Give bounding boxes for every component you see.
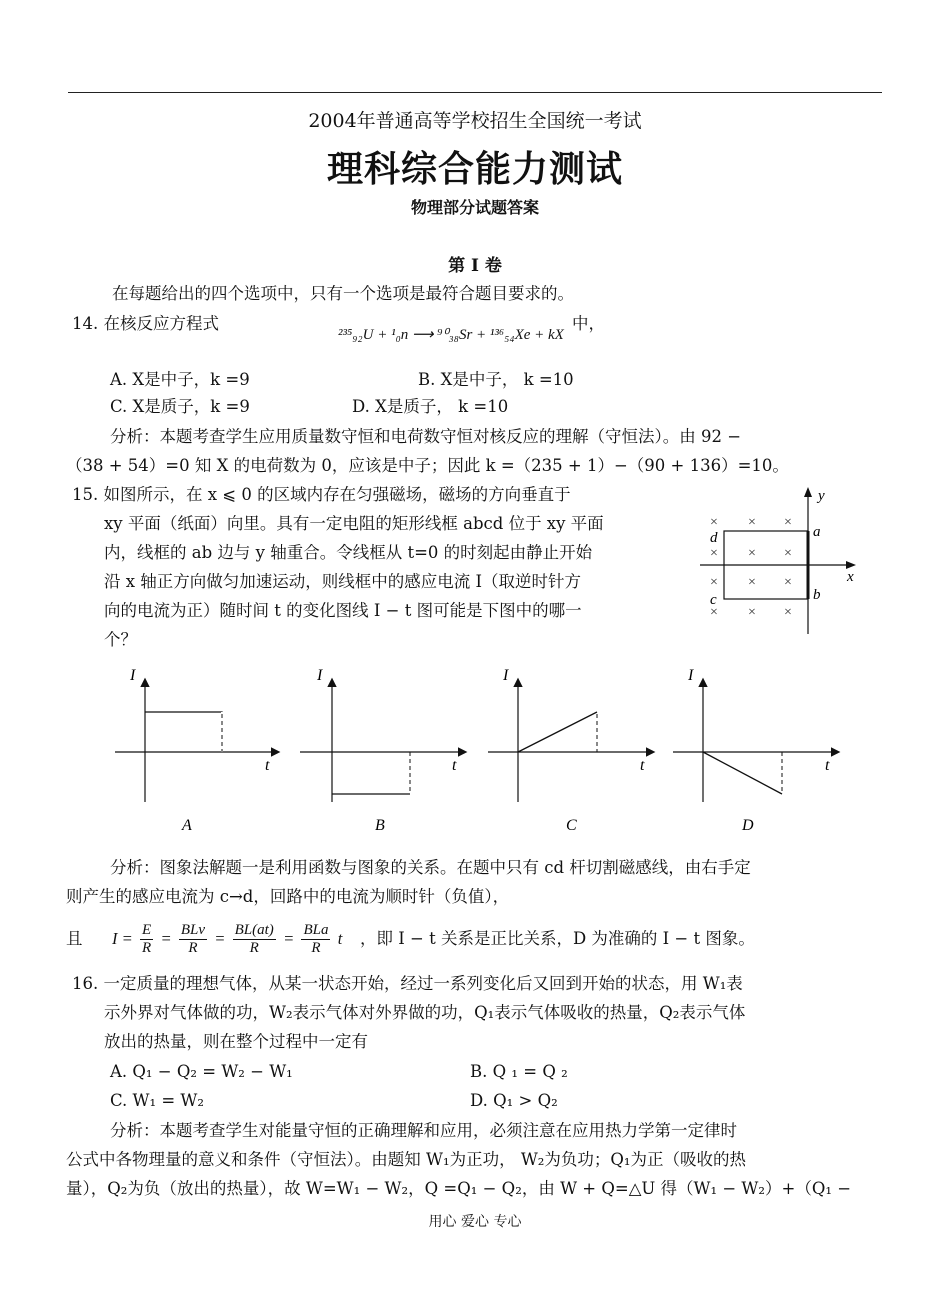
q15-line3: 内，线框的 ab 边与 y 轴重合。令线框从 t=0 的时刻起由静止开始: [104, 543, 593, 562]
page-footer: 用心 爱心 专心: [428, 1214, 522, 1230]
formula-frac-blv-r: $\frac{\text{BLv}}{R}$: [180, 922, 205, 956]
graph-d-i-label: I: [688, 667, 694, 684]
corner-a-label: a: [813, 524, 821, 540]
field-cross: ×: [784, 546, 792, 561]
graph-c-i-label: I: [503, 667, 509, 684]
graph-b-i-label: I: [317, 667, 323, 684]
graph-a-label: A: [182, 817, 192, 834]
q16-analysis-line3: 量），Q₂为负（放出的热量），故 W=W₁ − W₂，Q =Q₁ − Q₂，由 W + Q=△U 得（W₁ − W₂）+（Q₁ −: [66, 1179, 852, 1198]
graph-c-label: C: [566, 817, 577, 834]
q15-analysis-line3: ，即 I − t 关系是正比关系，D 为准确的 I − t 图象。: [360, 929, 755, 948]
graph-a: [115, 667, 278, 834]
q16-line1: 16. 一定质量的理想气体，从某一状态开始，经过一系列变化后又回到开始的状态，用 W₁表: [72, 974, 743, 993]
q16-analysis-line1: 分析：本题考查学生对能量守恒的正确理解和应用，必须注意在应用热力学第一定律时: [110, 1121, 737, 1140]
magnetic-field-figure: [700, 484, 865, 636]
graph-a-i-label: I: [130, 667, 136, 684]
q16-analysis-line2: 公式中各物理量的意义和条件（守恒法）。由题知 W₁为正功， W₂为负功；Q₁为正（吸收的热: [66, 1150, 747, 1169]
field-cross: ×: [710, 605, 718, 620]
q16-option-c: C. W₁ = W₂: [110, 1091, 204, 1110]
graph-d: [673, 667, 838, 834]
q14-option-d: D. X是质子， k =10: [352, 397, 509, 416]
corner-b-label: b: [813, 587, 821, 603]
q15-analysis-line1: 分析：图象法解题一是利用函数与图象的关系。在题中只有 cd 杆切割磁感线，由右手定: [110, 858, 751, 877]
q15-analysis-line3-prefix: 且: [66, 929, 83, 948]
section-heading: 第 I 卷: [448, 256, 502, 276]
field-cross: ×: [710, 546, 718, 561]
field-cross: ×: [748, 605, 756, 620]
q14-option-a: A. X是中子，k =9: [110, 370, 250, 389]
field-cross: ×: [748, 546, 756, 561]
field-cross: ×: [784, 575, 792, 590]
q16-option-b: B. Q ₁ = Q ₂: [470, 1062, 568, 1081]
q16-option-d: D. Q₁ > Q₂: [470, 1091, 558, 1110]
q16-line3: 放出的热量，则在整个过程中一定有: [104, 1032, 368, 1051]
q14-option-c: C. X是质子，k =9: [110, 397, 250, 416]
x-axis-label: x: [847, 569, 854, 585]
field-cross: ×: [784, 605, 792, 620]
graph-c-t-label: t: [640, 757, 645, 774]
field-cross: ×: [710, 515, 718, 530]
field-cross: ×: [748, 515, 756, 530]
corner-c-label: c: [710, 592, 717, 608]
graph-c: [488, 667, 653, 834]
graph-b-label: B: [375, 817, 385, 834]
formula-frac-e-r: $\frac{E}{R}$: [142, 922, 152, 956]
formula-frac-bla-r: $\frac{\text{BLa}}{R}$: [303, 922, 329, 956]
q14-analysis-line1: 分析：本题考查学生应用质量数守恒和电荷数守恒对核反应的理解（守恒法）。由 92 −: [110, 427, 742, 446]
q14-option-b: B. X是中子， k =10: [418, 370, 574, 389]
field-cross: ×: [710, 575, 718, 590]
q16-option-a: A. Q₁ − Q₂ = W₂ − W₁: [110, 1062, 293, 1081]
corner-d-label: d: [710, 530, 718, 546]
y-axis-arrow: [804, 487, 812, 497]
x-axis-arrow: [846, 561, 856, 569]
field-cross: ×: [784, 515, 792, 530]
q14-analysis-line2: （38 + 54）=0 知 X 的电荷数为 0，应该是中子；因此 k =（235 + 1）−（90 + 136）=10。: [66, 456, 789, 475]
q14-stem: 14. 在核反应方程式: [72, 314, 219, 333]
q15-analysis-line2: 则产生的感应电流为 c→d，回路中的电流为顺时针（负值），: [66, 887, 510, 906]
field-cross: ×: [748, 575, 756, 590]
q16-line2: 示外界对气体做的功，W₂表示气体对外界做的功，Q₁表示气体吸收的热量，Q₂表示气体: [104, 1003, 746, 1022]
q14-stem-tail: 中，: [572, 314, 605, 333]
formula-i: I =: [112, 929, 133, 948]
top-rule: [68, 92, 882, 93]
page-subtitle: 物理部分试题答案: [410, 198, 539, 217]
exam-year-line: 2004年普通高等学校招生全国统一考试: [308, 110, 642, 132]
graph-d-t-label: t: [825, 757, 830, 774]
graph-b-t-label: t: [452, 757, 457, 774]
formula-frac-blat-r: $\frac{BL(at)}{R}$: [234, 922, 274, 956]
graph-b: [300, 667, 465, 834]
q15-line2: xy 平面（纸面）向里。具有一定电阻的矩形线框 abcd 位于 xy 平面: [104, 514, 604, 533]
current-formula: I = $\frac{E}{R}$ = $\frac{\text{BLv}}{R}$ = $\frac{BL(at)}{R}$ = $\frac{\text{BLa}}{R}$ t: [112, 922, 343, 956]
it-graphs: [100, 662, 850, 842]
q15-line1: 15. 如图所示，在 x ⩽ 0 的区域内存在匀强磁场，磁场的方向垂直于: [72, 485, 571, 504]
y-axis-label: y: [818, 488, 825, 504]
graph-a-t-label: t: [265, 757, 270, 774]
intro-text: 在每题给出的四个选项中，只有一个选项是最符合题目要求的。: [112, 284, 574, 303]
q15-line6: 个？: [104, 630, 137, 649]
q14-equation: ²³⁵₉₂U + ¹₀n ⟶ ⁹⁰₃₈Sr + ¹³⁶₅₄Xe + kX: [338, 327, 564, 343]
q15-line5: 向的电流为正）随时间 t 的变化图线 I − t 图可能是下图中的哪一: [104, 601, 582, 620]
graph-d-label: D: [742, 817, 754, 834]
q15-line4: 沿 x 轴正方向做匀加速运动，则线框中的感应电流 I（取逆时针方: [104, 572, 582, 591]
page-title: 理科综合能力测试: [326, 149, 623, 190]
